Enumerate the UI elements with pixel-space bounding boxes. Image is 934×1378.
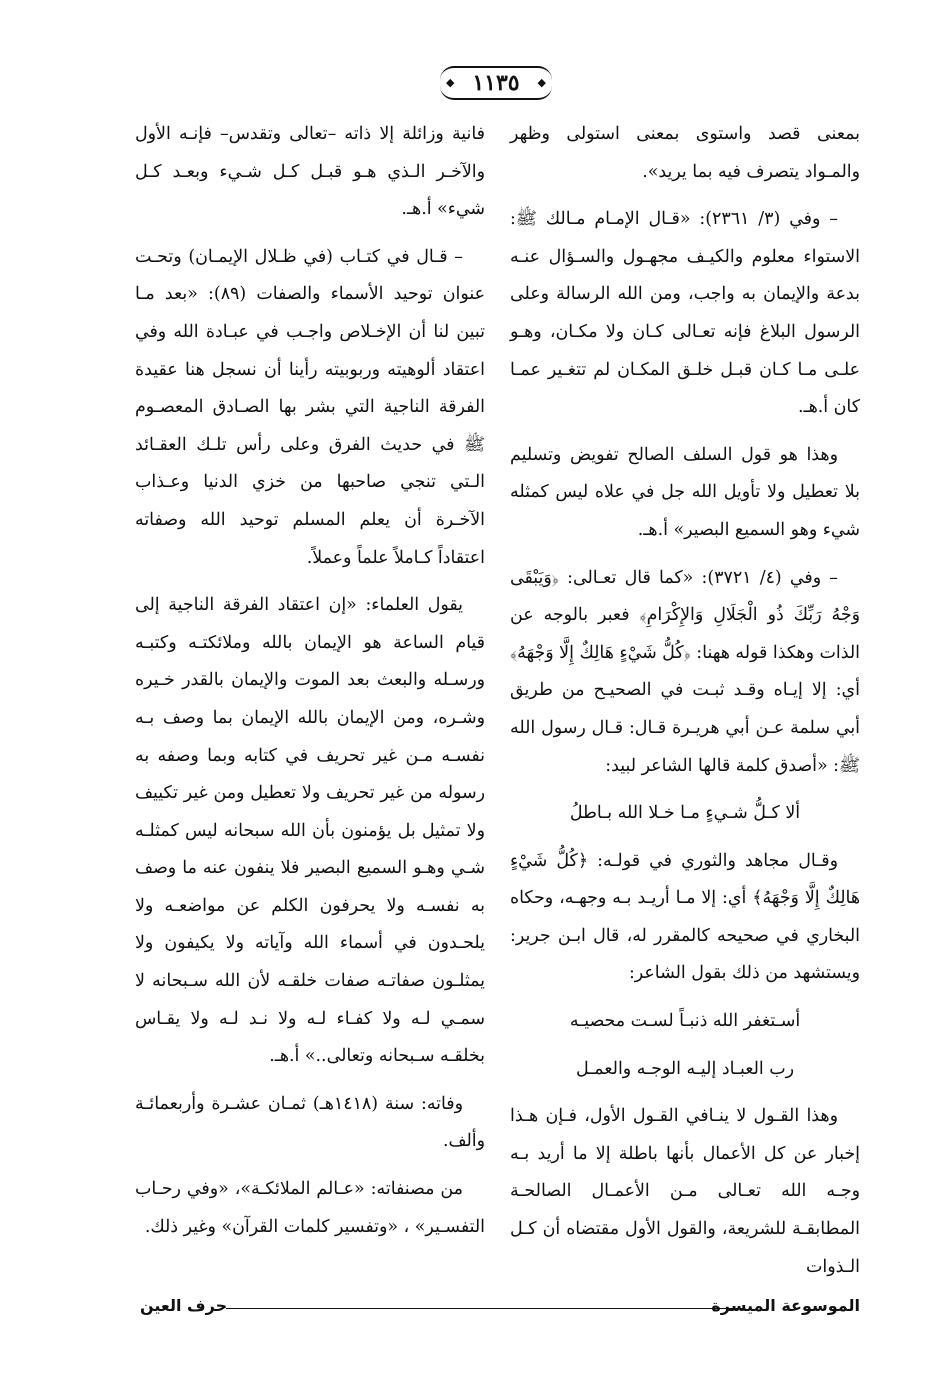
- paragraph: وهذا القـول لا ينـافي القـول الأول، فـإن هـذا إخبار عن كل الأعمال بأنها باطلة إلا ما أريد بـه وجـه الله تعـالى مـن الأعمـال الصالحـة المطابقـة للشريعة، والقول الأول مقتضاه أن كـل الـذوات: [510, 1106, 860, 1277]
- paragraph: وهذا هو قول السلف الصالح تفويض وتسليم بلا تعطيل ولا تأويل الله جل في علاه ليس كمثله شيء وهو السميع البصير» أ.هـ.: [510, 444, 860, 540]
- left-column: [135, 116, 485, 1256]
- paragraph: – وفي (٤/ ٣٧٢١): «كما قال تعـالى: ﴿وَيَبْقَى وَجْهُ رَبِّكَ ذُو الْجَلَالِ وَالإِكْرَامِ﴾ فعبر بالوجه عن الذات وهكذا قوله ههنا: ﴿كُلُّ شَيْءٍ هَالِكٌ إِلَّا وَجْهَهُ﴾ أي: إلا إيـاه وقـد ثبـت في الصحيـح من طريق أبي سلمة عـن أبي هريـرة قـال: قـال رسول الله ﷺ: «أصدق كلمة قالها الشاعر لبيد:: [510, 567, 860, 776]
- poetry-verse-first-half: أسـتغفر الله ذنبـاً لسـت محصيـه: [569, 1011, 801, 1032]
- poetry-verse-second-half: رب العبـاد إليـه الوجـه والعمـل: [575, 1058, 795, 1079]
- poetry-verse: ألا كـلُّ شـيءٍ مـا خـلا الله بـاطلُ: [569, 803, 801, 824]
- page-footer: [140, 1296, 860, 1316]
- paragraph: وقـال مجاهد والثوري في قولـه: ﴿كُلُّ شَيْءٍ هَالِكٌ إِلَّا وَجْهَهُ﴾ أي: إلا مـا أريـد بـه وجهـه، وحكاه البخاري في صحيحه كالمقرر له، قال ابـن جرير: ويستشهد من ذلك بقول الشاعر:: [510, 850, 860, 984]
- paragraph: – قـال في كتـاب (في ظـلال الإيمـان) وتحـت عنوان توحيد الأسماء والصفات (٨٩): «بعد مـا تبين لنا أن الإخـلاص واجـب في عبـادة الله وفي اعتقاد ألوهيته وربوبيته رأينا أن نسجل هنا عقيدة الفرقة الناجية التي بشر بها الصـادق المعصـوم ﷺ في حديث الفرق وعلى رأس تلـك العقـائد الـتي تنجي صاحبها من خزي الدنيا وعـذاب الآخـرة أن يعلم المسلم توحيد الله وصفاته اعتقاداً كـاملاً علماً وعملاً.: [135, 246, 485, 568]
- right-column: [510, 116, 860, 1296]
- paragraph: يقول العلماء: «إن اعتقاد الفرقة الناجية إلى قيام الساعة هو الإيمان بالله وملائكتـه وكتبـه ورسـله والبعث بعد الموت والإيمان بالقدر خـيره وشـره، ومن الإيمان بالله الإيمان بما وصف بـه نفسـه مـن غير تحريف في كتابه وبما وصفه به رسوله من غير تحريف ولا تعطيل ومن غير تكييف ولا تمثيل بل يؤمنون بأن الله سبحانه ليس كمثلـه شـي وهـو السميع البصير فلا ينفون عنه ما وصف به نفسـه ولا يحرفون الكلم عن مواضعـه ولا يلحـدون في أسماء الله وآياته ولا يكيفون ولا يمثلـون صفاتـه صفات خلقـه لأن الله سـبحانه لا سمـي لـه ولا كفـاء لـه ولا نـد لـه ولا يقـاس بخلقـه سـبحانه وتعالى..» أ.هـ.: [135, 595, 485, 1067]
- paragraph: من مصنفاته: «عـالم الملائكـة»، «وفي رحـاب التفسـير» ، «وتفسير كلمات القرآن» وغير ذلك.: [135, 1179, 485, 1237]
- footer-book-title: الموسوعة الميسرة: [711, 1296, 860, 1315]
- footer-rule: [226, 1308, 744, 1309]
- footer-section-title: حرف العين: [140, 1296, 228, 1315]
- paragraph: فانية وزائلة إلا ذاته –تعالى وتقدس– فإنـه الأول والآخـر الـذي هـو قبـل كـل شـيء وبعـد كـل شيء» أ.هـ.: [135, 124, 485, 220]
- paragraph: بمعنى قصد واستوى بمعنى استولى وظهر والمـواد يتصرف فيه بما يريد».: [510, 124, 860, 182]
- paragraph: – وفي (٣/ ٢٣٦١): «قـال الإمـام مـالك ﷺ: الاستواء معلوم والكيـف مجهـول والسـؤال عنـه بدعة والإيمان به واجب، ومن الله الرسالة وعلى الرسول البلاغ فإنه تعـالى كـان ولا مكـان، وهـو علـى مـا كـان قبـل خلـق المكـان لم تتغـير عمـا كان أ.هـ.: [510, 209, 860, 418]
- page-number: ◆ ١١٣٥ ◆: [440, 66, 552, 100]
- paragraph: وفاته: سنة (١٤١٨هـ) ثمـان عشـرة وأربعمائـة وألف.: [135, 1093, 485, 1152]
